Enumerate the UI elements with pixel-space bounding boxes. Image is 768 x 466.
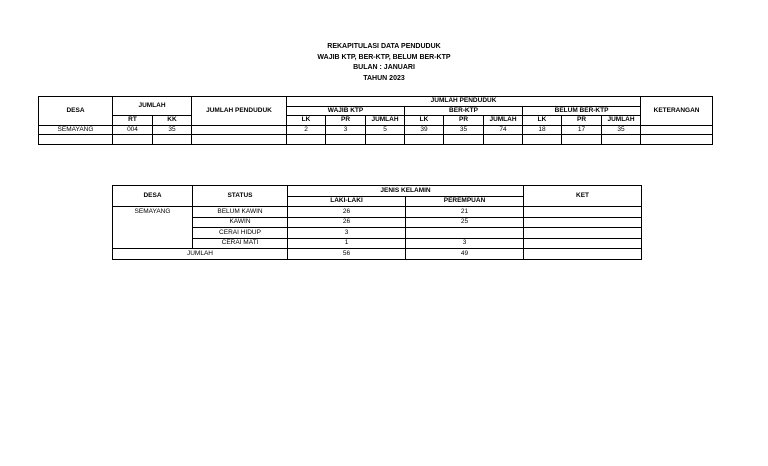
- empty-cell: [405, 135, 444, 145]
- header-status: STATUS: [193, 186, 288, 207]
- empty-cell: [562, 135, 602, 145]
- empty-cell: [326, 135, 366, 145]
- cell-status: KAWIN: [193, 217, 288, 228]
- header-desa: DESA: [39, 97, 113, 126]
- cell-perempuan: 21: [406, 207, 524, 218]
- header-wajib-pr: PR: [326, 116, 366, 126]
- cell-desa-empty: [113, 238, 193, 249]
- cell-belum-lk: 18: [523, 125, 562, 135]
- empty-cell: [192, 135, 287, 145]
- title-line-1: REKAPITULASI DATA PENDUDUK: [327, 43, 441, 50]
- header-jumlah: JUMLAH: [113, 97, 192, 116]
- cell-ket: [524, 217, 642, 228]
- header-belum-lk: LK: [523, 116, 562, 126]
- cell-ber-jumlah: 74: [484, 125, 523, 135]
- table-row: [113, 238, 642, 249]
- header-rt: RT: [113, 116, 153, 126]
- cell-keterangan: [641, 125, 713, 135]
- header-wajib-lk: LK: [287, 116, 326, 126]
- cell-laki: 1: [288, 238, 406, 249]
- header-ber-lk: LK: [405, 116, 444, 126]
- cell-ket: [524, 228, 642, 239]
- header-laki-laki: LAKI-LAKI: [288, 196, 406, 207]
- total-row: [113, 249, 642, 260]
- empty-cell: [523, 135, 562, 145]
- cell-laki: 3: [288, 228, 406, 239]
- cell-belum-pr: 17: [562, 125, 602, 135]
- header-belum-ber-ktp: BELUM BER-KTP: [523, 106, 641, 116]
- cell-ber-lk: 39: [405, 125, 444, 135]
- cell-rt: 004: [113, 125, 153, 135]
- header-desa: DESA: [113, 186, 193, 207]
- title-line-4: TAHUN 2023: [363, 74, 405, 82]
- header-wajib-ktp: WAJIB KTP: [287, 106, 405, 116]
- empty-cell: [287, 135, 326, 145]
- header-jumlah-penduduk-group: JUMLAH PENDUDUK: [287, 97, 641, 107]
- empty-cell: [39, 135, 113, 145]
- cell-ket: [524, 249, 642, 260]
- empty-cell: [153, 135, 192, 145]
- cell-status: BELUM KAWIN: [193, 207, 288, 218]
- header-keterangan: KETERANGAN: [641, 97, 713, 126]
- cell-wajib-lk: 2: [287, 125, 326, 135]
- cell-wajib-jumlah: 5: [366, 125, 405, 135]
- cell-desa-empty: [113, 228, 193, 239]
- cell-ber-pr: 35: [444, 125, 484, 135]
- cell-perempuan: 25: [406, 217, 524, 228]
- cell-belum-jumlah: 35: [602, 125, 641, 135]
- header-kk: KK: [153, 116, 192, 126]
- empty-cell: [641, 135, 713, 145]
- cell-status: CERAI MATI: [193, 238, 288, 249]
- table-row-empty: [39, 135, 713, 145]
- cell-desa: SEMAYANG: [39, 125, 113, 135]
- header-jenis-kelamin: JENIS KELAMIN: [288, 186, 524, 197]
- header-ber-jumlah: JUMLAH: [484, 116, 523, 126]
- population-recap-table: [38, 96, 713, 145]
- title-line-2: WAJIB KTP, BER-KTP, BELUM BER-KTP: [317, 53, 451, 61]
- cell-wajib-pr: 3: [326, 125, 366, 135]
- table-row: [113, 207, 642, 218]
- header-jumlah-penduduk: JUMLAH PENDUDUK: [192, 97, 287, 126]
- cell-ket: [524, 238, 642, 249]
- marital-status-table: [112, 185, 642, 260]
- header-wajib-jumlah: JUMLAH: [366, 116, 405, 126]
- cell-ket: [524, 207, 642, 218]
- total-laki: 56: [288, 249, 406, 260]
- cell-perempuan: 3: [406, 238, 524, 249]
- table-row: [113, 228, 642, 239]
- document-title-block: [0, 42, 768, 84]
- table-row: [113, 217, 642, 228]
- total-perempuan: 49: [406, 249, 524, 260]
- header-ket: KET: [524, 186, 642, 207]
- header-belum-jumlah: JUMLAH: [602, 116, 641, 126]
- cell-desa: SEMAYANG: [113, 207, 193, 218]
- empty-cell: [444, 135, 484, 145]
- header-belum-pr: PR: [562, 116, 602, 126]
- cell-laki: 26: [288, 207, 406, 218]
- cell-kk: 35: [153, 125, 192, 135]
- cell-desa-empty: [113, 217, 193, 228]
- title-line-3: BULAN : JANUARI: [353, 64, 415, 71]
- header-perempuan: PEREMPUAN: [406, 196, 524, 207]
- header-ber-pr: PR: [444, 116, 484, 126]
- empty-cell: [484, 135, 523, 145]
- cell-perempuan: [406, 228, 524, 239]
- cell-jumlah-penduduk: [192, 125, 287, 135]
- cell-status: CERAI HIDUP: [193, 228, 288, 239]
- cell-laki: 26: [288, 217, 406, 228]
- empty-cell: [366, 135, 405, 145]
- header-ber-ktp: BER-KTP: [405, 106, 523, 116]
- empty-cell: [113, 135, 153, 145]
- empty-cell: [602, 135, 641, 145]
- table-row: [39, 125, 713, 135]
- total-label: JUMLAH: [113, 249, 288, 260]
